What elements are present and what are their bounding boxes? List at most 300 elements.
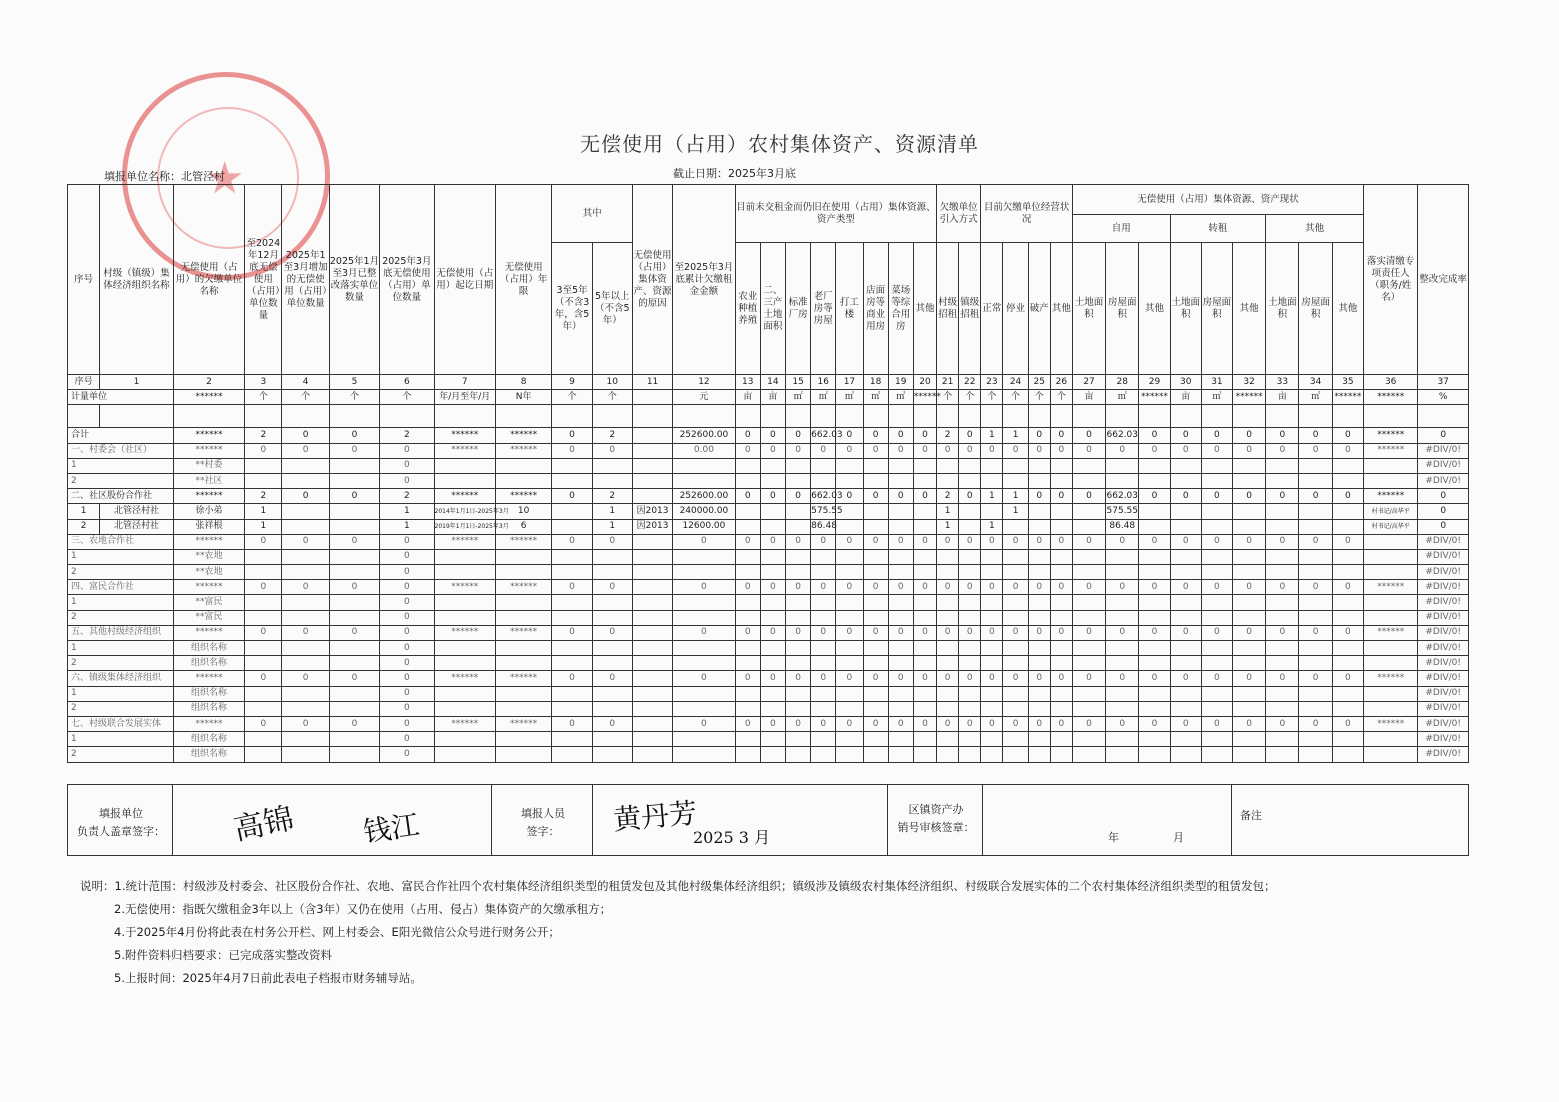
cell: 0	[1139, 489, 1170, 504]
cell	[673, 549, 735, 564]
cell	[760, 549, 785, 564]
cell	[1299, 686, 1332, 701]
cell: 0	[1106, 716, 1139, 731]
table-row	[68, 716, 1469, 731]
cell	[632, 428, 672, 443]
cell: 36	[1364, 375, 1418, 390]
cell: 0	[1233, 489, 1266, 504]
cell	[632, 443, 672, 458]
cell	[863, 686, 888, 701]
cell: 0	[760, 489, 785, 504]
cell: 0	[380, 565, 434, 580]
cell: 0	[1106, 671, 1139, 686]
cell: 0	[888, 716, 913, 731]
cell	[1170, 732, 1201, 747]
cell	[1332, 732, 1363, 747]
cell: ******	[173, 671, 245, 686]
cell: 0	[735, 428, 760, 443]
note-3: 4.于2025年4月份将此表在村务公开栏、网上村委会、E阳光微信公众号进行财务公开；	[114, 925, 560, 939]
cell	[888, 595, 913, 610]
cell	[1233, 519, 1266, 534]
cell	[1233, 701, 1266, 716]
cell: 0	[1201, 625, 1232, 640]
cell: 0	[937, 671, 959, 686]
cell: 0	[913, 580, 936, 595]
cell	[811, 405, 836, 428]
cell	[913, 405, 936, 428]
cell	[282, 701, 329, 716]
cell: 0	[552, 489, 592, 504]
cell	[1139, 656, 1170, 671]
remark-label: 备注	[1240, 809, 1262, 822]
cell	[1332, 504, 1363, 519]
cell	[1003, 519, 1028, 534]
header-c19: 菜场等综合用房	[888, 243, 913, 375]
cell: 0	[380, 701, 434, 716]
cell: 0	[1050, 428, 1072, 443]
cell	[735, 686, 760, 701]
cell	[937, 565, 959, 580]
cell: 0	[1299, 428, 1332, 443]
cell	[1364, 534, 1418, 549]
cell	[1299, 519, 1332, 534]
cell	[1050, 519, 1072, 534]
row-label: 四、富民合作社	[68, 580, 174, 595]
cell	[981, 641, 1003, 656]
cell: 0	[1028, 625, 1050, 640]
cell: 1	[981, 519, 1003, 534]
cell	[1201, 610, 1232, 625]
cell	[913, 504, 936, 519]
cell: 0	[836, 534, 863, 549]
cell	[1050, 610, 1072, 625]
cell: 0	[1201, 580, 1232, 595]
cell: 0	[1050, 443, 1072, 458]
cell: 0	[1233, 534, 1266, 549]
cell	[1139, 504, 1170, 519]
cell: 0	[959, 716, 981, 731]
cell: 0	[1050, 534, 1072, 549]
cell	[735, 641, 760, 656]
cell: 0	[1170, 489, 1201, 504]
cell	[329, 458, 379, 473]
cell: 33	[1266, 375, 1299, 390]
cell: 0	[981, 580, 1003, 595]
cell	[1332, 641, 1363, 656]
cell: 0	[1028, 428, 1050, 443]
cell: 0	[981, 443, 1003, 458]
cell	[1233, 686, 1266, 701]
cell: 0	[937, 443, 959, 458]
cell	[836, 565, 863, 580]
cell	[1028, 610, 1050, 625]
cell	[836, 732, 863, 747]
cell: **农地	[173, 549, 245, 564]
cell: 0	[282, 580, 329, 595]
cell	[888, 405, 913, 428]
cell	[1072, 458, 1105, 473]
cell: 0	[380, 595, 434, 610]
cell: 252600.00	[673, 489, 735, 504]
cell	[592, 701, 632, 716]
cell: #DIV/0!	[1418, 732, 1469, 747]
cell: 86.48	[811, 519, 836, 534]
cell	[1201, 504, 1232, 519]
cell: ******	[434, 625, 495, 640]
cell	[1028, 458, 1050, 473]
cell	[735, 405, 760, 428]
cell	[937, 549, 959, 564]
cell	[785, 595, 810, 610]
cell	[245, 641, 282, 656]
cell: 0	[1072, 671, 1105, 686]
cell	[329, 747, 379, 762]
cell	[1003, 732, 1028, 747]
cell	[1050, 458, 1072, 473]
cell: 徐小弟	[173, 504, 245, 519]
cell	[1106, 656, 1139, 671]
signature-area	[67, 784, 1469, 856]
cell	[1266, 656, 1299, 671]
cell	[913, 549, 936, 564]
cell	[981, 473, 1003, 488]
table-row	[68, 473, 1469, 488]
cell	[434, 405, 495, 428]
cell: 0	[282, 489, 329, 504]
cell: 0	[959, 489, 981, 504]
cell	[863, 641, 888, 656]
cell: 0	[1418, 489, 1469, 504]
cell: 0	[592, 716, 632, 731]
cell	[1139, 595, 1170, 610]
cell	[282, 732, 329, 747]
cell: 村书记/高华平	[1364, 519, 1418, 534]
unit-sign-label-box	[67, 784, 173, 856]
cell	[760, 656, 785, 671]
cell	[1266, 641, 1299, 656]
cell	[1332, 549, 1363, 564]
cell: 0	[1170, 534, 1201, 549]
cell	[1266, 549, 1299, 564]
cell	[632, 534, 672, 549]
cell	[1106, 701, 1139, 716]
cell	[1072, 595, 1105, 610]
cell: 0	[785, 534, 810, 549]
cell: 0	[1332, 443, 1363, 458]
cell	[785, 504, 810, 519]
cell: 28	[1106, 375, 1139, 390]
cell	[632, 390, 672, 405]
cell	[592, 641, 632, 656]
cell: ******	[495, 671, 551, 686]
cell	[1106, 686, 1139, 701]
cell	[1233, 595, 1266, 610]
cell	[735, 595, 760, 610]
cell: 0	[245, 580, 282, 595]
cell: 19	[888, 375, 913, 390]
row-label: 二、社区股份合作社	[68, 489, 174, 504]
cell: 0	[1072, 580, 1105, 595]
cell: 0	[380, 610, 434, 625]
cell	[282, 641, 329, 656]
cell: 0	[1139, 625, 1170, 640]
cell	[888, 641, 913, 656]
cell	[1170, 473, 1201, 488]
cell	[673, 405, 735, 428]
cell: 0	[329, 625, 379, 640]
cell: ******	[434, 443, 495, 458]
cell: ******	[1364, 390, 1418, 405]
cell	[1364, 549, 1418, 564]
cell: 0	[760, 428, 785, 443]
cell	[811, 656, 836, 671]
cell	[959, 565, 981, 580]
cell	[760, 732, 785, 747]
cell	[1003, 405, 1028, 428]
cell	[760, 519, 785, 534]
table-row	[68, 519, 1469, 534]
cell	[495, 641, 551, 656]
header-c20: 其他	[913, 243, 936, 375]
cell: 575.55	[811, 504, 836, 519]
row-label: 2	[68, 565, 174, 580]
cell: 个	[1050, 390, 1072, 405]
reporting-unit: 填报单位名称：北管泾村	[104, 170, 225, 183]
cell	[913, 641, 936, 656]
cell	[592, 405, 632, 428]
cell	[913, 656, 936, 671]
cell: 0	[592, 443, 632, 458]
cell: 0	[329, 580, 379, 595]
cell: 组织名称	[173, 686, 245, 701]
cell: 0	[735, 534, 760, 549]
cell: 0	[1072, 716, 1105, 731]
cell	[1266, 458, 1299, 473]
cell	[1170, 405, 1201, 428]
cell	[760, 641, 785, 656]
cell	[981, 701, 1003, 716]
cell: 1	[937, 504, 959, 519]
cell	[329, 519, 379, 534]
cell: 31	[1201, 375, 1232, 390]
cell	[785, 458, 810, 473]
header-other-house: 房屋面积	[1299, 243, 1332, 375]
cell	[1106, 458, 1139, 473]
cell	[329, 595, 379, 610]
cell	[836, 656, 863, 671]
cell: 0	[760, 716, 785, 731]
cell: 21	[937, 375, 959, 390]
cell: 0	[1418, 428, 1469, 443]
cell: 0	[1299, 489, 1332, 504]
cell	[552, 595, 592, 610]
cell: 10	[495, 504, 551, 519]
cell: 0	[863, 534, 888, 549]
cell: ******	[1364, 716, 1418, 731]
cell: 0	[1233, 625, 1266, 640]
cell	[329, 701, 379, 716]
cell	[282, 610, 329, 625]
cell: 0	[1332, 580, 1363, 595]
cell	[913, 701, 936, 716]
cell: 组织名称	[173, 641, 245, 656]
cell: 252600.00	[673, 428, 735, 443]
cell	[1364, 405, 1418, 428]
cell: 0	[1170, 443, 1201, 458]
cell	[937, 458, 959, 473]
cell	[981, 686, 1003, 701]
cell: 0	[1003, 580, 1028, 595]
cell: 0	[1028, 716, 1050, 731]
header-c9: 3至5年（不含3年，含5年）	[552, 243, 592, 375]
cell	[811, 549, 836, 564]
cell	[632, 595, 672, 610]
cell	[1072, 641, 1105, 656]
cell: 0	[735, 580, 760, 595]
cell	[1364, 595, 1418, 610]
cell	[632, 549, 672, 564]
cell	[1170, 595, 1201, 610]
cell	[1072, 519, 1105, 534]
cell	[1266, 519, 1299, 534]
cell	[1170, 565, 1201, 580]
office-label-box	[887, 784, 983, 856]
cell: 0	[811, 671, 836, 686]
cell	[1170, 701, 1201, 716]
cell: 2	[68, 519, 100, 534]
cell: N年	[495, 390, 551, 405]
cell: 0	[760, 534, 785, 549]
cell: 0	[811, 625, 836, 640]
cell	[1299, 473, 1332, 488]
blank-row	[68, 405, 1469, 428]
cell	[434, 732, 495, 747]
cell: 0	[1106, 625, 1139, 640]
cell: 0	[888, 534, 913, 549]
cell: 0	[1233, 716, 1266, 731]
cell	[1072, 686, 1105, 701]
cell	[592, 610, 632, 625]
cell	[888, 504, 913, 519]
cell	[1003, 458, 1028, 473]
cell: ******	[1233, 390, 1266, 405]
cell: ******	[495, 625, 551, 640]
cell: 0	[760, 671, 785, 686]
cell	[1299, 595, 1332, 610]
cell	[1170, 686, 1201, 701]
cell: 0	[888, 625, 913, 640]
cell: 16	[811, 375, 836, 390]
cell	[1233, 473, 1266, 488]
row-label: 1	[68, 686, 174, 701]
row-label: 1	[68, 732, 174, 747]
cell: 0	[959, 443, 981, 458]
cell	[1201, 732, 1232, 747]
cell	[282, 504, 329, 519]
cell: #DIV/0!	[1418, 549, 1469, 564]
cell: 0	[760, 625, 785, 640]
cell: 0	[1072, 625, 1105, 640]
cell: 0	[329, 443, 379, 458]
cell: ㎡	[811, 390, 836, 405]
cell: 0	[329, 428, 379, 443]
cell	[863, 549, 888, 564]
cell	[1050, 747, 1072, 762]
table-row	[68, 671, 1469, 686]
cell: #DIV/0!	[1418, 686, 1469, 701]
cell	[811, 565, 836, 580]
cell: 0	[913, 534, 936, 549]
cell	[863, 458, 888, 473]
cell	[735, 732, 760, 747]
cell	[1299, 656, 1332, 671]
cell	[1072, 656, 1105, 671]
cell: 2	[245, 489, 282, 504]
cell: 0	[981, 671, 1003, 686]
cell: 1	[981, 489, 1003, 504]
table-row	[68, 732, 1469, 747]
cell	[1050, 656, 1072, 671]
cell: 0	[552, 671, 592, 686]
cell: 11	[632, 375, 672, 390]
row-label: 七、村级联合发展实体	[68, 716, 174, 731]
cell: 662.03	[811, 489, 836, 504]
cell	[888, 656, 913, 671]
cell: ㎡	[888, 390, 913, 405]
cell	[785, 747, 810, 762]
cell: 25	[1028, 375, 1050, 390]
cell	[1028, 519, 1050, 534]
cell: 0	[592, 534, 632, 549]
cell: 0	[863, 580, 888, 595]
cell: 个	[1003, 390, 1028, 405]
cell: 0	[1332, 671, 1363, 686]
cell: 0	[1139, 534, 1170, 549]
cell	[913, 686, 936, 701]
cell	[913, 565, 936, 580]
cell	[673, 565, 735, 580]
cell	[282, 565, 329, 580]
cell: 0	[1201, 443, 1232, 458]
cell: 0	[1418, 504, 1469, 519]
cell	[785, 701, 810, 716]
header-c18: 店面房等商业用房	[863, 243, 888, 375]
cell: 1	[937, 519, 959, 534]
cell	[1139, 519, 1170, 534]
header-self-other: 其他	[1139, 243, 1170, 375]
cell	[1299, 405, 1332, 428]
cell	[863, 595, 888, 610]
cell	[785, 519, 810, 534]
cell	[1233, 549, 1266, 564]
cell	[1233, 732, 1266, 747]
cell	[959, 732, 981, 747]
cell: 0	[959, 428, 981, 443]
cell: 个	[937, 390, 959, 405]
cell: ******	[1364, 443, 1418, 458]
cell: ******	[434, 580, 495, 595]
cell: 0	[888, 489, 913, 504]
cell: 亩	[1072, 390, 1105, 405]
cell	[495, 732, 551, 747]
cell	[495, 656, 551, 671]
cell	[959, 641, 981, 656]
filler-name: 黄丹芳	[611, 796, 699, 837]
header-c22: 镇级招租	[959, 243, 981, 375]
cell: 序号	[68, 375, 100, 390]
cell	[1050, 504, 1072, 519]
cell: 2	[937, 428, 959, 443]
